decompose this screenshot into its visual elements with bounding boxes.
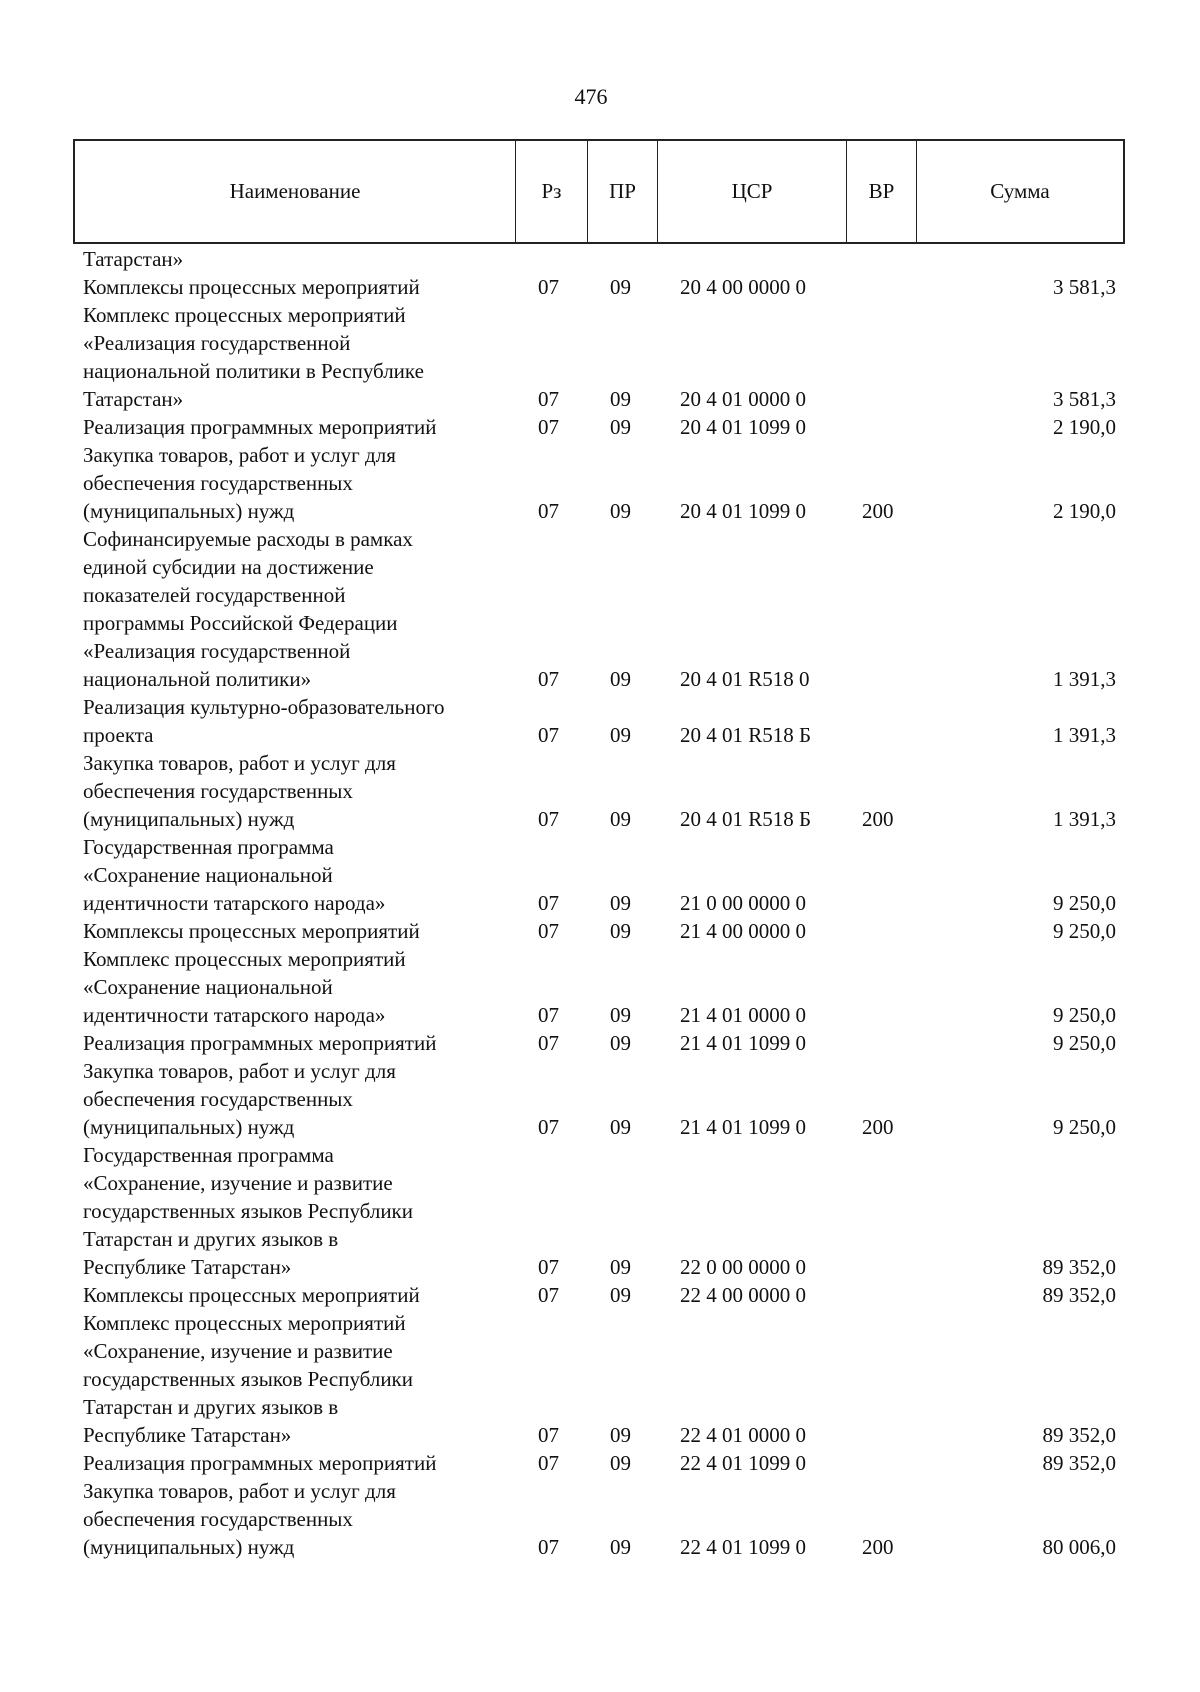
row-name-line: (муниципальных) нужд (83, 1535, 295, 1559)
row-name-line: показателей государственной (83, 583, 346, 607)
table-row (0, 1309, 1200, 1449)
row-sum: 3 581,3 (1053, 275, 1116, 299)
row-name (0, 301, 1200, 413)
row-rz: 07 (538, 723, 559, 747)
header-csr: ЦСР (658, 141, 847, 242)
row-name-line: обеспечения государственных (83, 779, 353, 803)
row-sum: 89 352,0 (1042, 1283, 1116, 1307)
row-name-line: Татарстан и других языков в (83, 1227, 339, 1251)
row-pr: 09 (610, 1451, 631, 1475)
row-rz: 07 (538, 1031, 559, 1055)
row-sum: 1 391,3 (1053, 807, 1116, 831)
row-name (0, 1281, 1200, 1309)
row-name-line: Реализация программных мероприятий (83, 1451, 437, 1475)
table-row (0, 525, 1200, 693)
row-name (0, 245, 1200, 273)
row-name-line: Республике Татарстан» (83, 1255, 292, 1279)
row-csr: 20 4 01 0000 0 (680, 387, 806, 411)
row-name-line: Татарстан и других языков в (83, 1395, 339, 1419)
table-row (0, 833, 1200, 917)
row-pr: 09 (610, 1003, 631, 1027)
row-sum: 9 250,0 (1053, 1031, 1116, 1055)
row-csr: 21 0 00 0000 0 (680, 891, 806, 915)
table-row (0, 413, 1200, 441)
table-row (0, 917, 1200, 945)
row-sum: 9 250,0 (1053, 891, 1116, 915)
table-row (0, 245, 1200, 273)
row-vr: 200 (862, 1115, 894, 1139)
row-name-line: национальной политики в Республике (83, 359, 424, 383)
row-name (0, 1029, 1200, 1057)
row-name-line: обеспечения государственных (83, 1507, 353, 1531)
row-name-line: Реализация культурно-образовательного (83, 695, 445, 719)
row-pr: 09 (610, 891, 631, 915)
row-name (0, 1477, 1200, 1561)
row-sum: 3 581,3 (1053, 387, 1116, 411)
row-pr: 09 (610, 387, 631, 411)
row-csr: 20 4 01 R518 Б (680, 723, 812, 747)
row-name-line: (муниципальных) нужд (83, 1115, 295, 1139)
row-name-line: «Сохранение национальной (83, 863, 333, 887)
table-row (0, 1281, 1200, 1309)
row-sum: 1 391,3 (1053, 723, 1116, 747)
row-pr: 09 (610, 667, 631, 691)
row-sum: 9 250,0 (1053, 1003, 1116, 1027)
row-rz: 07 (538, 919, 559, 943)
row-sum: 2 190,0 (1053, 499, 1116, 523)
table-row (0, 693, 1200, 749)
row-name-line: Закупка товаров, работ и услуг для (83, 751, 396, 775)
row-name-line: Комплексы процессных мероприятий (83, 275, 420, 299)
header-pr: ПР (588, 141, 658, 242)
row-name (0, 1449, 1200, 1477)
row-pr: 09 (610, 499, 631, 523)
row-csr: 21 4 01 1099 0 (680, 1115, 806, 1139)
row-sum: 9 250,0 (1053, 919, 1116, 943)
row-vr: 200 (862, 499, 894, 523)
row-sum: 80 006,0 (1042, 1535, 1116, 1559)
row-name (0, 525, 1200, 693)
row-csr: 20 4 01 1099 0 (680, 415, 806, 439)
row-pr: 09 (610, 1423, 631, 1447)
row-name-line: «Реализация государственной (83, 639, 351, 663)
row-rz: 07 (538, 1115, 559, 1139)
row-rz: 07 (538, 499, 559, 523)
row-name (0, 1057, 1200, 1141)
header-rz: Рз (516, 141, 588, 242)
table-header (73, 139, 1125, 244)
row-name-line: Государственная программа (83, 835, 334, 859)
row-rz: 07 (538, 1451, 559, 1475)
row-name-line: Татарстан» (83, 387, 184, 411)
row-rz: 07 (538, 1423, 559, 1447)
row-name-line: Комплекс процессных мероприятий (83, 947, 406, 971)
row-pr: 09 (610, 275, 631, 299)
row-rz: 07 (538, 807, 559, 831)
row-name-line: Закупка товаров, работ и услуг для (83, 1059, 396, 1083)
row-csr: 22 4 01 1099 0 (680, 1535, 806, 1559)
row-name (0, 693, 1200, 749)
row-name (0, 1141, 1200, 1281)
row-name-line: Государственная программа (83, 1143, 334, 1167)
row-name-line: Республике Татарстан» (83, 1423, 292, 1447)
header-name: Наименование (75, 141, 516, 242)
header-vr: ВР (847, 141, 917, 242)
header-sum: Сумма (990, 179, 1050, 203)
row-name-line: обеспечения государственных (83, 471, 353, 495)
row-name (0, 273, 1200, 301)
row-name (0, 1309, 1200, 1449)
row-name-line: идентичности татарского народа» (83, 1003, 386, 1027)
row-sum: 9 250,0 (1053, 1115, 1116, 1139)
row-rz: 07 (538, 387, 559, 411)
row-vr: 200 (862, 1535, 894, 1559)
row-name-line: Комплекс процессных мероприятий (83, 1311, 406, 1335)
row-name-line: идентичности татарского народа» (83, 891, 386, 915)
row-pr: 09 (610, 807, 631, 831)
row-name-line: (муниципальных) нужд (83, 499, 295, 523)
row-name-line: программы Российской Федерации (83, 611, 398, 635)
row-pr: 09 (610, 919, 631, 943)
row-rz: 07 (538, 275, 559, 299)
row-name (0, 749, 1200, 833)
row-pr: 09 (610, 723, 631, 747)
row-csr: 20 4 01 1099 0 (680, 499, 806, 523)
row-name-line: Софинансируемые расходы в рамках (83, 527, 413, 551)
table-row (0, 441, 1200, 525)
table-row (0, 1141, 1200, 1281)
row-rz: 07 (538, 1255, 559, 1279)
row-sum: 89 352,0 (1042, 1451, 1116, 1475)
row-name-line: Закупка товаров, работ и услуг для (83, 1479, 396, 1503)
row-rz: 07 (538, 1003, 559, 1027)
row-name-line: «Сохранение, изучение и развитие (83, 1171, 393, 1195)
table-body (0, 245, 1200, 1561)
row-csr: 22 4 01 1099 0 (680, 1451, 806, 1475)
row-name-line: «Сохранение национальной (83, 975, 333, 999)
table-row (0, 945, 1200, 1029)
row-sum: 89 352,0 (1042, 1423, 1116, 1447)
row-sum: 1 391,3 (1053, 667, 1116, 691)
row-pr: 09 (610, 1031, 631, 1055)
row-name-line: Комплексы процессных мероприятий (83, 1283, 420, 1307)
row-csr: 20 4 01 R518 0 (680, 667, 810, 691)
row-csr: 21 4 00 0000 0 (680, 919, 806, 943)
row-pr: 09 (610, 415, 631, 439)
table-row (0, 749, 1200, 833)
row-name (0, 413, 1200, 441)
row-name (0, 945, 1200, 1029)
row-name-line: Комплекс процессных мероприятий (83, 303, 406, 327)
row-name (0, 917, 1200, 945)
row-csr: 22 4 00 0000 0 (680, 1283, 806, 1307)
row-sum: 89 352,0 (1042, 1255, 1116, 1279)
row-csr: 21 4 01 0000 0 (680, 1003, 806, 1027)
row-name-line: государственных языков Республики (83, 1367, 414, 1391)
row-sum: 2 190,0 (1053, 415, 1116, 439)
page-number: 476 (574, 84, 608, 109)
row-name-line: «Сохранение, изучение и развитие (83, 1339, 393, 1363)
row-name-line: Реализация программных мероприятий (83, 415, 437, 439)
row-csr: 20 4 00 0000 0 (680, 275, 806, 299)
row-vr: 200 (862, 807, 894, 831)
row-csr: 22 0 00 0000 0 (680, 1255, 806, 1279)
row-name-line: Комплексы процессных мероприятий (83, 919, 420, 943)
row-pr: 09 (610, 1255, 631, 1279)
row-rz: 07 (538, 667, 559, 691)
table-row (0, 1477, 1200, 1561)
row-name-line: Закупка товаров, работ и услуг для (83, 443, 396, 467)
row-csr: 20 4 01 R518 Б (680, 807, 812, 831)
table-row (0, 1029, 1200, 1057)
row-rz: 07 (538, 415, 559, 439)
table-row (0, 301, 1200, 413)
table-row (0, 273, 1200, 301)
row-name-line: Татарстан» (83, 247, 184, 271)
row-pr: 09 (610, 1115, 631, 1139)
row-name (0, 441, 1200, 525)
row-rz: 07 (538, 1535, 559, 1559)
row-name-line: обеспечения государственных (83, 1087, 353, 1111)
row-name-line: Реализация программных мероприятий (83, 1031, 437, 1055)
row-name-line: единой субсидии на достижение (83, 555, 374, 579)
table-row (0, 1449, 1200, 1477)
table-row (0, 1057, 1200, 1141)
row-name-line: национальной политики» (83, 667, 312, 691)
row-name-line: (муниципальных) нужд (83, 807, 295, 831)
row-name-line: «Реализация государственной (83, 331, 351, 355)
row-name-line: проекта (83, 723, 154, 747)
row-pr: 09 (610, 1535, 631, 1559)
row-rz: 07 (538, 1283, 559, 1307)
row-name-line: государственных языков Республики (83, 1199, 414, 1223)
row-csr: 21 4 01 1099 0 (680, 1031, 806, 1055)
row-pr: 09 (610, 1283, 631, 1307)
row-rz: 07 (538, 891, 559, 915)
row-name (0, 833, 1200, 917)
row-csr: 22 4 01 0000 0 (680, 1423, 806, 1447)
